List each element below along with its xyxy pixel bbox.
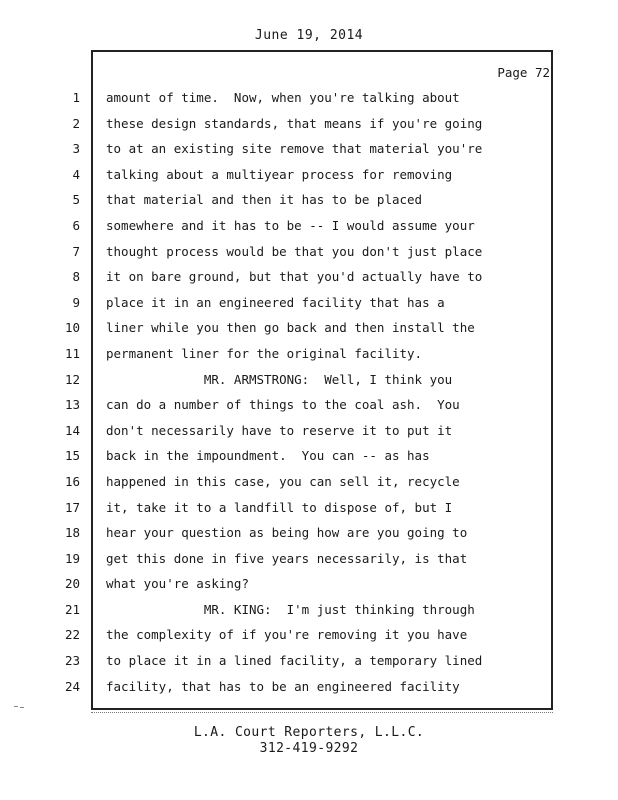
line-number: 14 — [64, 422, 80, 438]
line-number: 8 — [72, 269, 80, 285]
transcript-line: somewhere and it has to be -- I would assume your — [106, 217, 475, 233]
court-reporter-name: L.A. Court Reporters, L.L.C. — [193, 725, 425, 740]
transcript-line: the complexity of if you're removing it you have — [106, 627, 468, 643]
line-number: 7 — [72, 243, 80, 259]
transcript-line: get this done in five years necessarily, is that — [106, 550, 468, 566]
page-number: Page 72 — [497, 65, 550, 80]
transcript-line: can do a number of things to the coal ash. You — [106, 397, 460, 413]
line-number: 3 — [72, 141, 80, 157]
line-number: 15 — [64, 448, 80, 464]
transcript-line: MR. KING: I'm just thinking through — [106, 601, 475, 617]
line-number: 21 — [64, 601, 80, 617]
transcript-line: place it in an engineered facility that has a — [106, 294, 445, 310]
line-number: 13 — [64, 397, 80, 413]
transcript-line: permanent liner for the original facility. — [106, 345, 423, 361]
transcript-line: hear your question as being how are you going to — [106, 525, 468, 541]
transcript-line: to place it in a lined facility, a temporary lined — [106, 653, 483, 669]
line-number: 22 — [64, 627, 80, 643]
transcript-line: it on bare ground, but that you'd actually have to — [106, 269, 483, 285]
line-number: 6 — [72, 217, 80, 233]
line-number: 1 — [72, 90, 80, 105]
court-reporter-phone: 312-419-9292 — [259, 741, 359, 756]
transcript-line: amount of time. Now, when you're talking about — [106, 90, 460, 105]
line-number: 12 — [64, 371, 80, 387]
transcript-line: facility, that has to be an engineered facility — [106, 678, 460, 694]
line-number: 18 — [64, 525, 80, 541]
transcript-line: to at an existing site remove that material you're — [106, 141, 483, 157]
transcript-line: thought process would be that you don't just place — [106, 243, 483, 259]
scan-artifact — [14, 706, 18, 707]
transcript-line: these design standards, that means if you're going — [106, 115, 483, 131]
line-number: 16 — [64, 473, 80, 489]
line-number: 10 — [64, 320, 80, 336]
line-number: 5 — [72, 192, 80, 208]
line-number: 17 — [64, 499, 80, 515]
line-number-column — [54, 85, 84, 699]
transcript-line: what you're asking? — [106, 576, 249, 592]
transcript-date: June 19, 2014 — [254, 28, 364, 43]
transcript-line: it, take it to a landfill to dispose of, but I — [106, 499, 453, 515]
line-number: 9 — [72, 294, 80, 310]
line-number: 20 — [64, 576, 80, 592]
line-number: 23 — [64, 653, 80, 669]
transcript-line: that material and then it has to be placed — [106, 192, 423, 208]
transcript-line: happened in this case, you can sell it, recycle — [106, 473, 460, 489]
bottom-divider — [91, 712, 553, 714]
transcript-line: MR. ARMSTRONG: Well, I think you — [106, 371, 453, 387]
line-number: 4 — [72, 166, 80, 182]
transcript-text — [106, 85, 546, 699]
transcript-line: don't necessarily have to reserve it to put it — [106, 422, 453, 438]
line-number: 2 — [72, 115, 80, 131]
line-number: 11 — [64, 345, 80, 361]
transcript-line: liner while you then go back and then install the — [106, 320, 475, 336]
transcript-line: back in the impoundment. You can -- as has — [106, 448, 430, 464]
line-number: 19 — [64, 550, 80, 566]
line-number: 24 — [64, 678, 80, 694]
scan-artifact — [20, 707, 24, 708]
transcript-line: talking about a multiyear process for removing — [106, 166, 453, 182]
